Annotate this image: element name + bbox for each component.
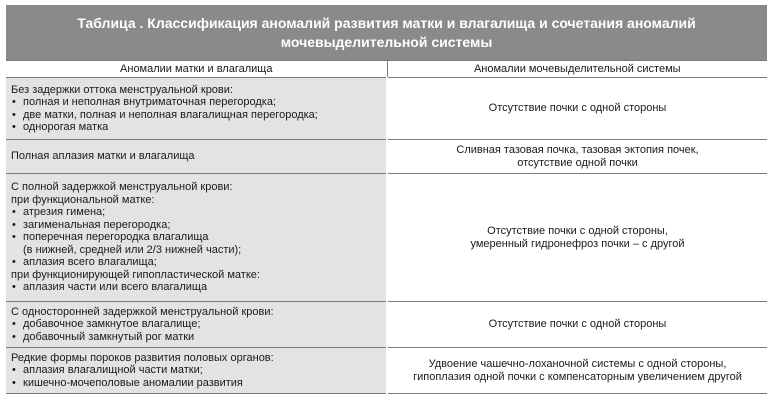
row-3-subheading: при функционирующей гипопластической матке:: [11, 268, 260, 281]
row-3-subheading: при функциональной матке:: [11, 193, 155, 206]
classification-table: [6, 60, 767, 394]
row-2-right: [387, 140, 767, 174]
table-row: [6, 174, 767, 302]
row-3-right-line: Отсутствие почки с одной стороны,: [487, 225, 668, 237]
table-container: [6, 5, 767, 394]
row-3-item: • атрезия гимена;: [11, 206, 380, 219]
row-5-intro: Редкие формы пороков развития половых органов:: [11, 351, 274, 364]
table-row: [6, 348, 767, 394]
row-3-item: • аплазия части или всего влагалища: [11, 281, 380, 294]
row-1-right: [387, 78, 767, 140]
row-1-right-line: Отсутствие почки с одной стороны: [488, 102, 667, 115]
table-row: [6, 140, 767, 174]
row-3-right-line: умеренный гидронефроз почки – с другой: [470, 237, 685, 250]
row-1-item: • однорогая матка: [11, 121, 380, 134]
row-4-left: [6, 302, 387, 348]
row-3-item: • загименальная перегородка;: [11, 219, 380, 232]
row-3-left: [6, 174, 387, 302]
row-1-item: • две матки, полная и неполная влагалищная перегородка;: [11, 109, 380, 122]
row-3-item: • поперечная перегородка влагалища: [11, 231, 380, 244]
row-5-left: [6, 348, 387, 394]
row-5-right: [387, 348, 767, 394]
table-row: [6, 78, 767, 140]
row-1-left: [6, 78, 387, 140]
row-4-right-line: Отсутствие почки с одной стороны: [488, 318, 667, 331]
title-line-2: мочевыделительной системы: [280, 34, 493, 50]
title-line-1: Таблица . Классификация аномалий развития матки и влагалища и сочетания аномалий: [77, 15, 696, 31]
table-row: [6, 302, 767, 348]
row-3-intro: С полной задержкой менструальной крови:: [11, 181, 233, 194]
header-left: Аномалии матки и влагалища: [6, 61, 387, 78]
row-5-item: • аплазия влагалищной части матки;: [11, 364, 380, 377]
row-4-item: • добавочное замкнутое влагалище;: [11, 318, 380, 331]
row-5-item: • кишечно-мочеполовые аномалии развития: [11, 377, 380, 390]
header-right: Аномалии мочевыделительной системы: [387, 61, 767, 78]
header-row: [6, 61, 767, 78]
row-4-item: • добавочный замкнутый рог матки: [11, 331, 380, 344]
row-2-right-line: Сливная тазовая почка, тазовая эктопия почек,: [456, 144, 699, 156]
row-3-item: • аплазия всего влагалища;: [11, 256, 380, 269]
row-3-item-continuation: (в нижней, средней или 2/3 нижней части);: [23, 243, 242, 256]
row-4-intro: С односторонней задержкой менструальной крови:: [11, 305, 274, 318]
row-5-right-line: гипоплазия одной почки с компенсаторным увеличением другой: [413, 370, 742, 383]
table-title: [6, 5, 767, 60]
row-1-item: • полная и неполная внутриматочная перегородка;: [11, 96, 380, 109]
row-3-right: [387, 174, 767, 302]
row-2-intro: Полная аплазия матки и влагалища: [11, 150, 195, 163]
row-4-right: [387, 302, 767, 348]
row-5-right-line: Удвоение чашечно-лоханочной системы с одной стороны,: [428, 358, 727, 370]
row-1-intro: Без задержки оттока менструальной крови:: [11, 83, 233, 96]
row-2-right-line: отсутствие одной почки: [517, 156, 638, 169]
row-2-left: [6, 140, 387, 174]
